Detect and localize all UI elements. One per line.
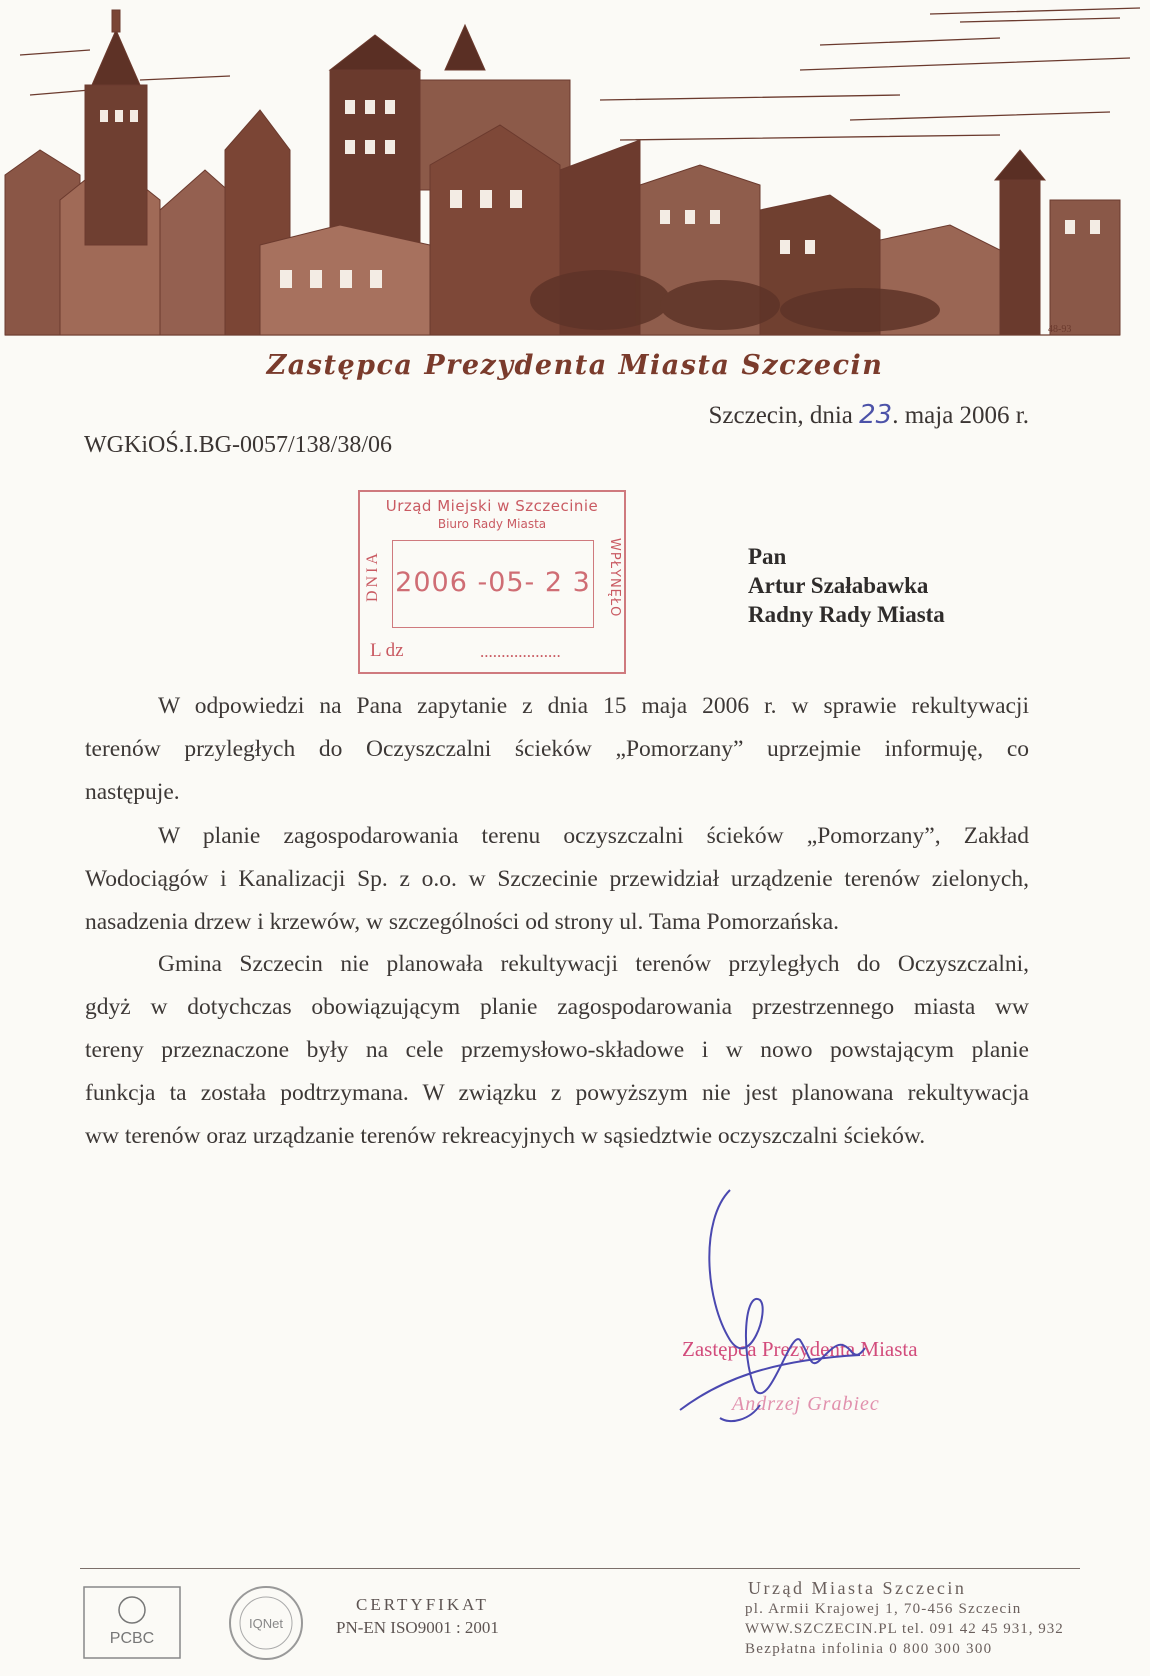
art-caption: 48-93 bbox=[1048, 324, 1072, 335]
received-stamp bbox=[358, 490, 626, 674]
office-name: Urząd Miasta Szczecin bbox=[748, 1578, 967, 1598]
paragraph-line: Gmina Szczecin nie planowała rekultywacji terenów przyległych do Oczyszczalni, bbox=[158, 951, 1029, 977]
stamp-left-label: DNIA bbox=[364, 550, 381, 602]
date-prefix: Szczecin, dnia bbox=[708, 402, 853, 429]
stamp-date-box bbox=[392, 540, 594, 628]
paragraph-2 bbox=[85, 815, 1029, 944]
addressee-line-3: Radny Rady Miasta bbox=[748, 602, 945, 627]
handwritten-day: 23 bbox=[859, 400, 893, 430]
paragraph-line: W odpowiedzi na Pana zapytanie z dnia 15 maja 2006 r. w sprawie rekultywacji bbox=[158, 693, 1029, 719]
certificate-standard: PN-EN ISO9001 : 2001 bbox=[336, 1618, 499, 1637]
date-suffix: . maja 2006 r. bbox=[892, 402, 1029, 429]
iqnet-logo bbox=[226, 1583, 306, 1663]
stamp-ldz-value: ................... bbox=[480, 642, 561, 661]
paragraph-line: nasadzenia drzew i krzewów, w szczególności od strony ul. Tama Pomorzańska. bbox=[85, 909, 840, 935]
office-infoline: Bezpłatna infolinia 0 800 300 300 bbox=[745, 1641, 993, 1657]
handwritten-signature bbox=[660, 1180, 920, 1440]
stamp-office: Biuro Rady Miasta bbox=[437, 517, 547, 531]
stamp-organization: Urząd Miejski w Szczecinie bbox=[385, 497, 599, 515]
city-skyline-engraving bbox=[0, 0, 1150, 345]
office-contact: WWW.SZCZECIN.PL tel. 091 42 45 931, 932 bbox=[745, 1621, 1064, 1637]
signatory-name: Andrzej Grabiec bbox=[732, 1393, 880, 1415]
addressee-line-2: Artur Szałabawka bbox=[748, 573, 929, 598]
paragraph-3 bbox=[85, 943, 1029, 1158]
date-line bbox=[709, 400, 1030, 430]
paragraph-line: terenów przyległych do Oczyszczalni ścieków „Pomorzany” uprzejmie informuję, co bbox=[85, 736, 1029, 762]
reference-number: WGKiOŚ.I.BG-0057/138/38/06 bbox=[84, 432, 392, 458]
paragraph-line: funkcja ta została podtrzymana. W związku z powyższym nie jest planowana rekultywacja bbox=[85, 1080, 1029, 1106]
pcbc-logo-text: PCBC bbox=[109, 1630, 155, 1647]
iqnet-logo-text: IQNet bbox=[249, 1616, 283, 1631]
signatory-title: Zastępca Prezydenta Miasta bbox=[682, 1337, 918, 1361]
pcbc-logo bbox=[82, 1585, 182, 1660]
paragraph-1 bbox=[85, 685, 1029, 814]
paragraph-line: ww terenów oraz urządzanie terenów rekreacyjnych w sąsiedztwie oczyszczalni ścieków. bbox=[85, 1123, 926, 1149]
stamp-date: 2006 -05- 2 3 bbox=[395, 567, 591, 598]
office-address: pl. Armii Krajowej 1, 70-456 Szczecin bbox=[745, 1601, 1022, 1617]
stamp-ldz-label: L dz bbox=[370, 640, 404, 661]
paragraph-line: Wodociągów i Kanalizacji Sp. z o.o. w Szczecinie przewidział urządzenie terenów zielonych, bbox=[85, 866, 1029, 892]
paragraph-line: tereny przeznaczone były na cele przemysłowo-składowe i w nowo powstającym planie bbox=[85, 1037, 1029, 1063]
paragraph-line: gdyż w dotychczas obowiązującym planie zagospodarowania przestrzennego miasta ww bbox=[85, 994, 1029, 1020]
paragraph-line: W planie zagospodarowania terenu oczyszczalni ścieków „Pomorzany”, Zakład bbox=[158, 823, 1029, 849]
addressee-line-1: Pan bbox=[748, 544, 787, 569]
certificate-label: CERTYFIKAT bbox=[356, 1595, 489, 1614]
stamp-right-label: WPŁYNĘŁO bbox=[607, 538, 622, 618]
letterhead-title: Zastępca Prezydenta Miasta Szczecin bbox=[266, 350, 884, 381]
paragraph-line: następuje. bbox=[85, 779, 180, 805]
footer-divider bbox=[80, 1568, 1080, 1569]
